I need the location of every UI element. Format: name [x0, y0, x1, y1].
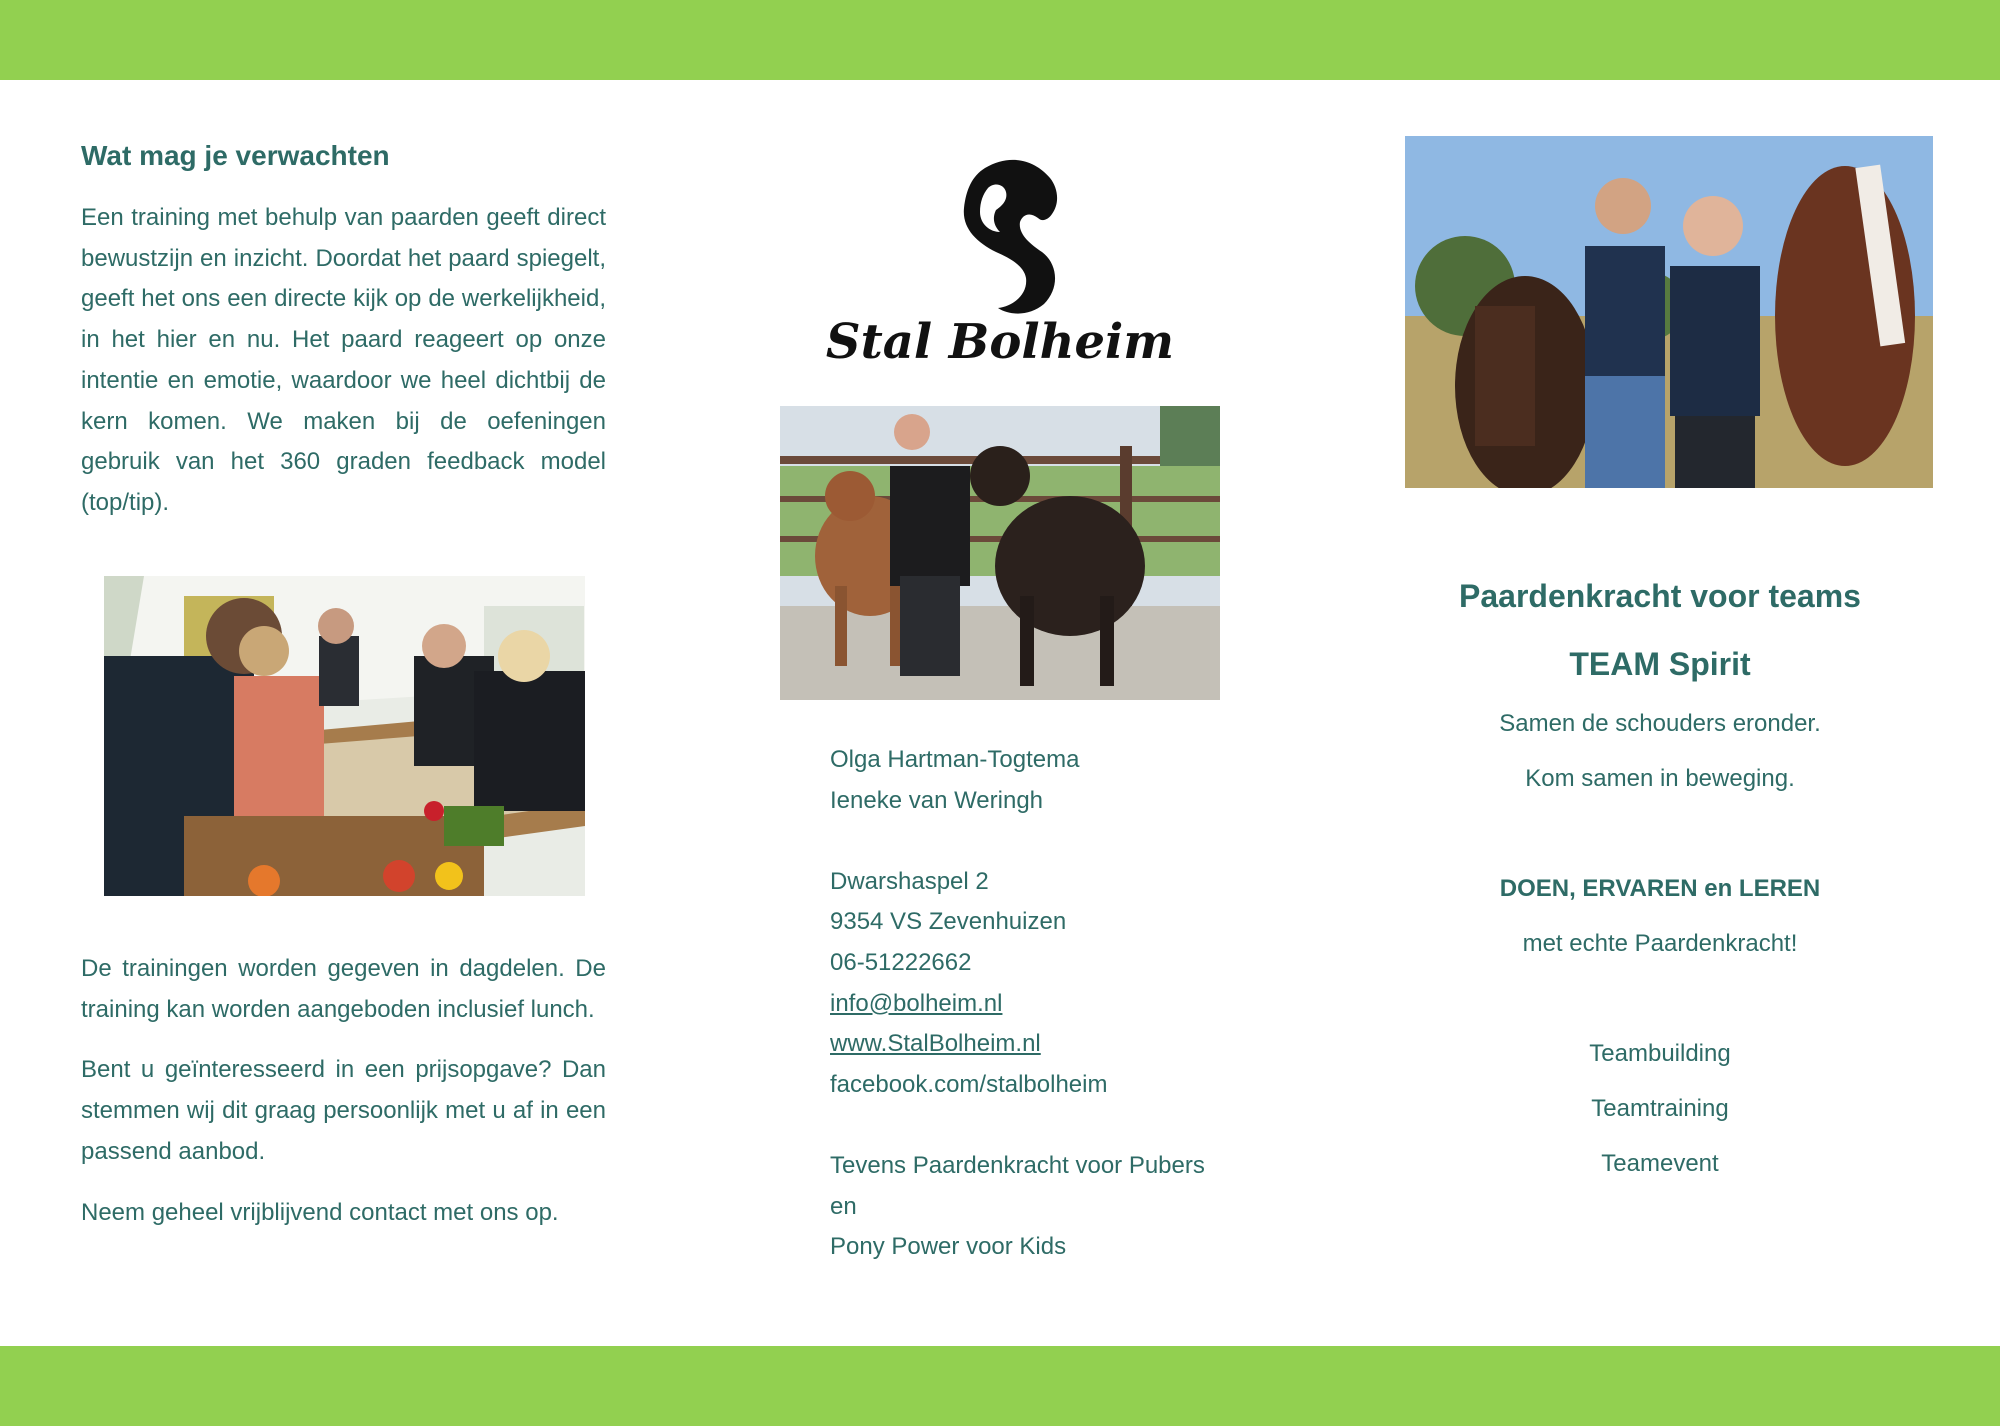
workshop-photo — [104, 576, 585, 896]
extra-offer: Pony Power voor Kids — [830, 1233, 1067, 1261]
stal-bolheim-logo — [820, 148, 1180, 378]
motto-sub: met echte Paardenkracht! — [1522, 930, 1798, 957]
left-column — [81, 140, 606, 524]
extra-offer: en — [830, 1192, 857, 1220]
contact-name: Ieneke van Weringh — [830, 786, 1044, 814]
address-city: 9354 VS Zevenhuizen — [830, 908, 1067, 936]
facebook-text: facebook.com/stalbolheim — [830, 1070, 1108, 1098]
service-item: Teamevent — [1601, 1150, 1719, 1177]
title-paardenkracht: Paardenkracht voor teams — [1459, 578, 1861, 614]
email-link[interactable]: info@bolheim.nl — [830, 989, 1003, 1017]
intro-paragraph: Een training met behulp van paarden geeft direct bewustzijn en inzicht. Doordat het paard spiegelt, geeft het ons een directe kijk op de werkelijkheid, in het hier en nu. Het paard reageert op onze intentie en emotie, waardoor we heel dichtbij de kern komen. We maken bij de oefeningen gebruik van het 360 graden feedback model (top/tip). — [81, 204, 606, 516]
service-item: Teamtraining — [1591, 1095, 1729, 1122]
team-horses-photo — [1405, 136, 1933, 488]
tagline: Kom samen in beweging. — [1525, 765, 1795, 792]
extra-offer: Tevens Paardenkracht voor Pubers — [830, 1151, 1205, 1179]
horse-head-logo-icon — [964, 160, 1057, 314]
right-column — [1400, 568, 1920, 1199]
motto: DOEN, ERVAREN en LEREN — [1499, 875, 1821, 902]
website-link[interactable]: www.StalBolheim.nl — [830, 1030, 1041, 1058]
contact-cta: Neem geheel vrijblijvend contact met ons op. — [81, 1198, 559, 1226]
phone-number: 06-51222662 — [830, 948, 972, 976]
contact-block — [830, 740, 1250, 1268]
title-team-spirit: TEAM Spirit — [1569, 646, 1751, 682]
top-green-band — [0, 0, 2000, 80]
tagline: Samen de schouders eronder. — [1499, 710, 1821, 737]
left-lower-text — [81, 949, 606, 1233]
logo-text: Stal Bolheim — [825, 314, 1175, 370]
service-item: Teambuilding — [1589, 1040, 1731, 1067]
section-heading: Wat mag je verwachten — [81, 140, 390, 171]
pricing-paragraph: Bent u geïnteresseerd in een prijsopgave? Dan stemmen wij dit graag persoonlijk met u af in een passend aanbod. — [81, 1056, 606, 1165]
ponies-photo — [780, 406, 1220, 700]
contact-name: Olga Hartman-Togtema — [830, 746, 1080, 773]
bottom-green-band — [0, 1346, 2000, 1426]
sessions-paragraph: De trainingen worden gegeven in dagdelen. De training kan worden aangeboden inclusief lunch. — [81, 955, 606, 1023]
address-street: Dwarshaspel 2 — [830, 867, 989, 895]
